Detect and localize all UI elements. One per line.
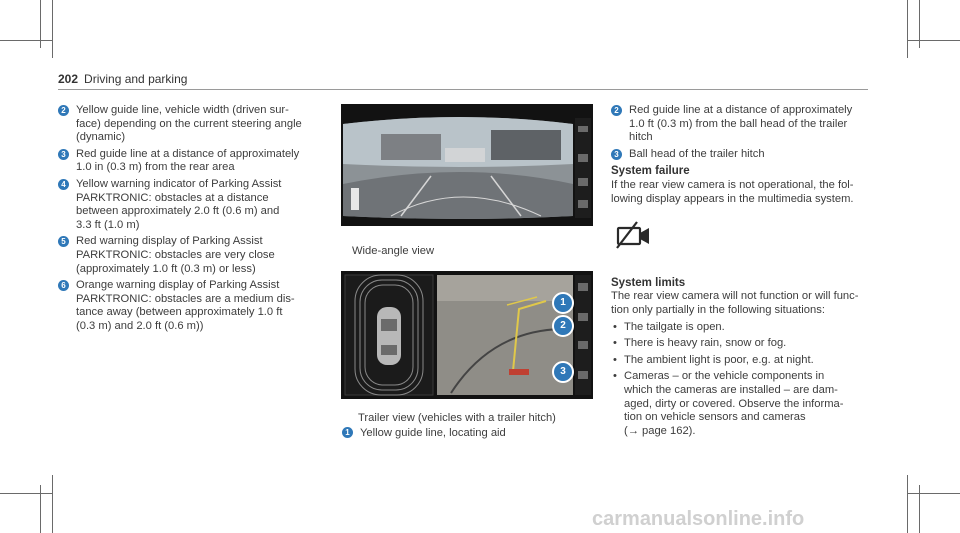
item-badge: 3 xyxy=(611,149,622,160)
bullet-item: • The tailgate is open. xyxy=(611,321,881,335)
wide-angle-scene xyxy=(341,104,593,226)
legend-item xyxy=(611,148,881,162)
bullet-item: • Cameras – or the vehicle components in which the cameras are installed – are dam- aged, dirty or covered. Observe the informa- tion on vehicle sensors and cameras (→ page 162). xyxy=(611,370,881,438)
crop-mark xyxy=(52,475,53,533)
text-line: tion on vehicle sensors and cameras xyxy=(624,411,806,424)
legend-item xyxy=(58,279,324,333)
section-heading: System failure xyxy=(611,165,690,178)
text-line: (dynamic) xyxy=(76,131,126,144)
text-line: The tailgate is open. xyxy=(624,320,725,333)
text-line: There is heavy rain, snow or fog. xyxy=(624,337,787,350)
item-badge: 3 xyxy=(58,149,69,160)
text-line: lowing display appears in the multimedia system. xyxy=(611,192,854,205)
text-line: PARKTRONIC: obstacles at a distance xyxy=(76,191,269,204)
legend-item xyxy=(58,178,324,232)
item-badge: 6 xyxy=(58,280,69,291)
page-header xyxy=(58,72,187,86)
text-line: (→ page 162). xyxy=(624,424,696,437)
header-rule xyxy=(58,89,868,90)
callout-badge: 1 xyxy=(552,292,574,314)
section-heading: System limits xyxy=(611,276,686,289)
text-line: Ball head of the trailer hitch xyxy=(629,147,765,160)
wide-angle-view-image xyxy=(341,104,593,226)
crop-mark xyxy=(907,475,908,533)
text-line: Yellow warning indicator of Parking Assist xyxy=(76,177,282,190)
legend-item xyxy=(58,148,324,175)
text-line: The rear view camera will not function or will func- xyxy=(611,290,859,303)
legend-item xyxy=(611,104,881,145)
left-column xyxy=(58,104,324,337)
item-badge: 1 xyxy=(342,427,353,438)
bullet-item: • The ambient light is poor, e.g. at night. xyxy=(611,354,881,368)
text-line: Orange warning display of Parking Assist xyxy=(76,279,280,292)
text-line: Red warning display of Parking Assist xyxy=(76,235,263,248)
item-badge: 2 xyxy=(58,105,69,116)
text-line: Yellow guide line, locating aid xyxy=(360,427,506,439)
paragraph xyxy=(611,290,881,317)
text-line: (0.3 m) and 2.0 ft (0.6 m)) xyxy=(76,319,204,332)
text-line: (approximately 1.0 ft (0.3 m) or less) xyxy=(76,262,256,275)
text-line: tion only partially in the following situations: xyxy=(611,303,825,316)
text-line: which the cameras are installed – are dam- xyxy=(624,383,838,396)
text-line: hitch xyxy=(629,131,653,144)
watermark-text: carmanualsonline.info xyxy=(592,508,805,530)
section-title: Driving and parking xyxy=(84,72,188,86)
legend-item xyxy=(58,104,324,145)
text-line: 3.3 ft (1.0 m) xyxy=(76,218,140,231)
crop-mark xyxy=(908,493,960,494)
text-line: PARKTRONIC: obstacles are a medium dis- xyxy=(76,292,295,305)
text-line: The ambient light is poor, e.g. at night. xyxy=(624,353,814,366)
text-line: tance away (between approximately 1.0 ft xyxy=(76,306,283,319)
text-line: aged, dirty or covered. Observe the informa- xyxy=(624,397,844,410)
right-column xyxy=(611,104,881,438)
legend-item xyxy=(58,235,324,276)
crop-mark xyxy=(907,0,908,58)
text-line: Red guide line at a distance of approximately xyxy=(629,104,853,116)
text-line: face) depending on the current steering angle xyxy=(76,117,302,130)
crop-mark xyxy=(0,493,52,494)
crop-mark xyxy=(52,0,53,58)
trailer-view-caption: Trailer view (vehicles with a trailer hitch) xyxy=(358,412,556,424)
callout-badge: 2 xyxy=(552,315,574,337)
crop-mark xyxy=(0,40,52,41)
camera-failure-icon xyxy=(615,220,655,250)
page-number: 202 xyxy=(58,72,79,86)
trailer-view-image xyxy=(341,271,593,399)
text-line: Yellow guide line, vehicle width (driven sur- xyxy=(76,104,289,116)
item-badge: 4 xyxy=(58,179,69,190)
text-line: 1.0 in (0.3 m) from the rear area xyxy=(76,161,235,174)
callout-badge: 3 xyxy=(552,361,574,383)
crop-mark xyxy=(908,40,960,41)
text-line: Cameras – or the vehicle components in xyxy=(624,370,825,383)
text-line: If the rear view camera is not operational, the fol- xyxy=(611,178,854,191)
text-line: Red guide line at a distance of approximately xyxy=(76,147,300,160)
text-line: 1.0 ft (0.3 m) from the ball head of the trailer xyxy=(629,117,848,130)
text-line: between approximately 2.0 ft (0.6 m) and xyxy=(76,205,280,218)
bullet-item: • There is heavy rain, snow or fog. xyxy=(611,337,881,351)
item-badge: 2 xyxy=(611,105,622,116)
paragraph xyxy=(611,179,881,206)
trailer-legend-item xyxy=(342,427,506,439)
wide-angle-caption: Wide-angle view xyxy=(352,245,435,257)
item-badge: 5 xyxy=(58,236,69,247)
text-line: PARKTRONIC: obstacles are very close xyxy=(76,248,275,261)
